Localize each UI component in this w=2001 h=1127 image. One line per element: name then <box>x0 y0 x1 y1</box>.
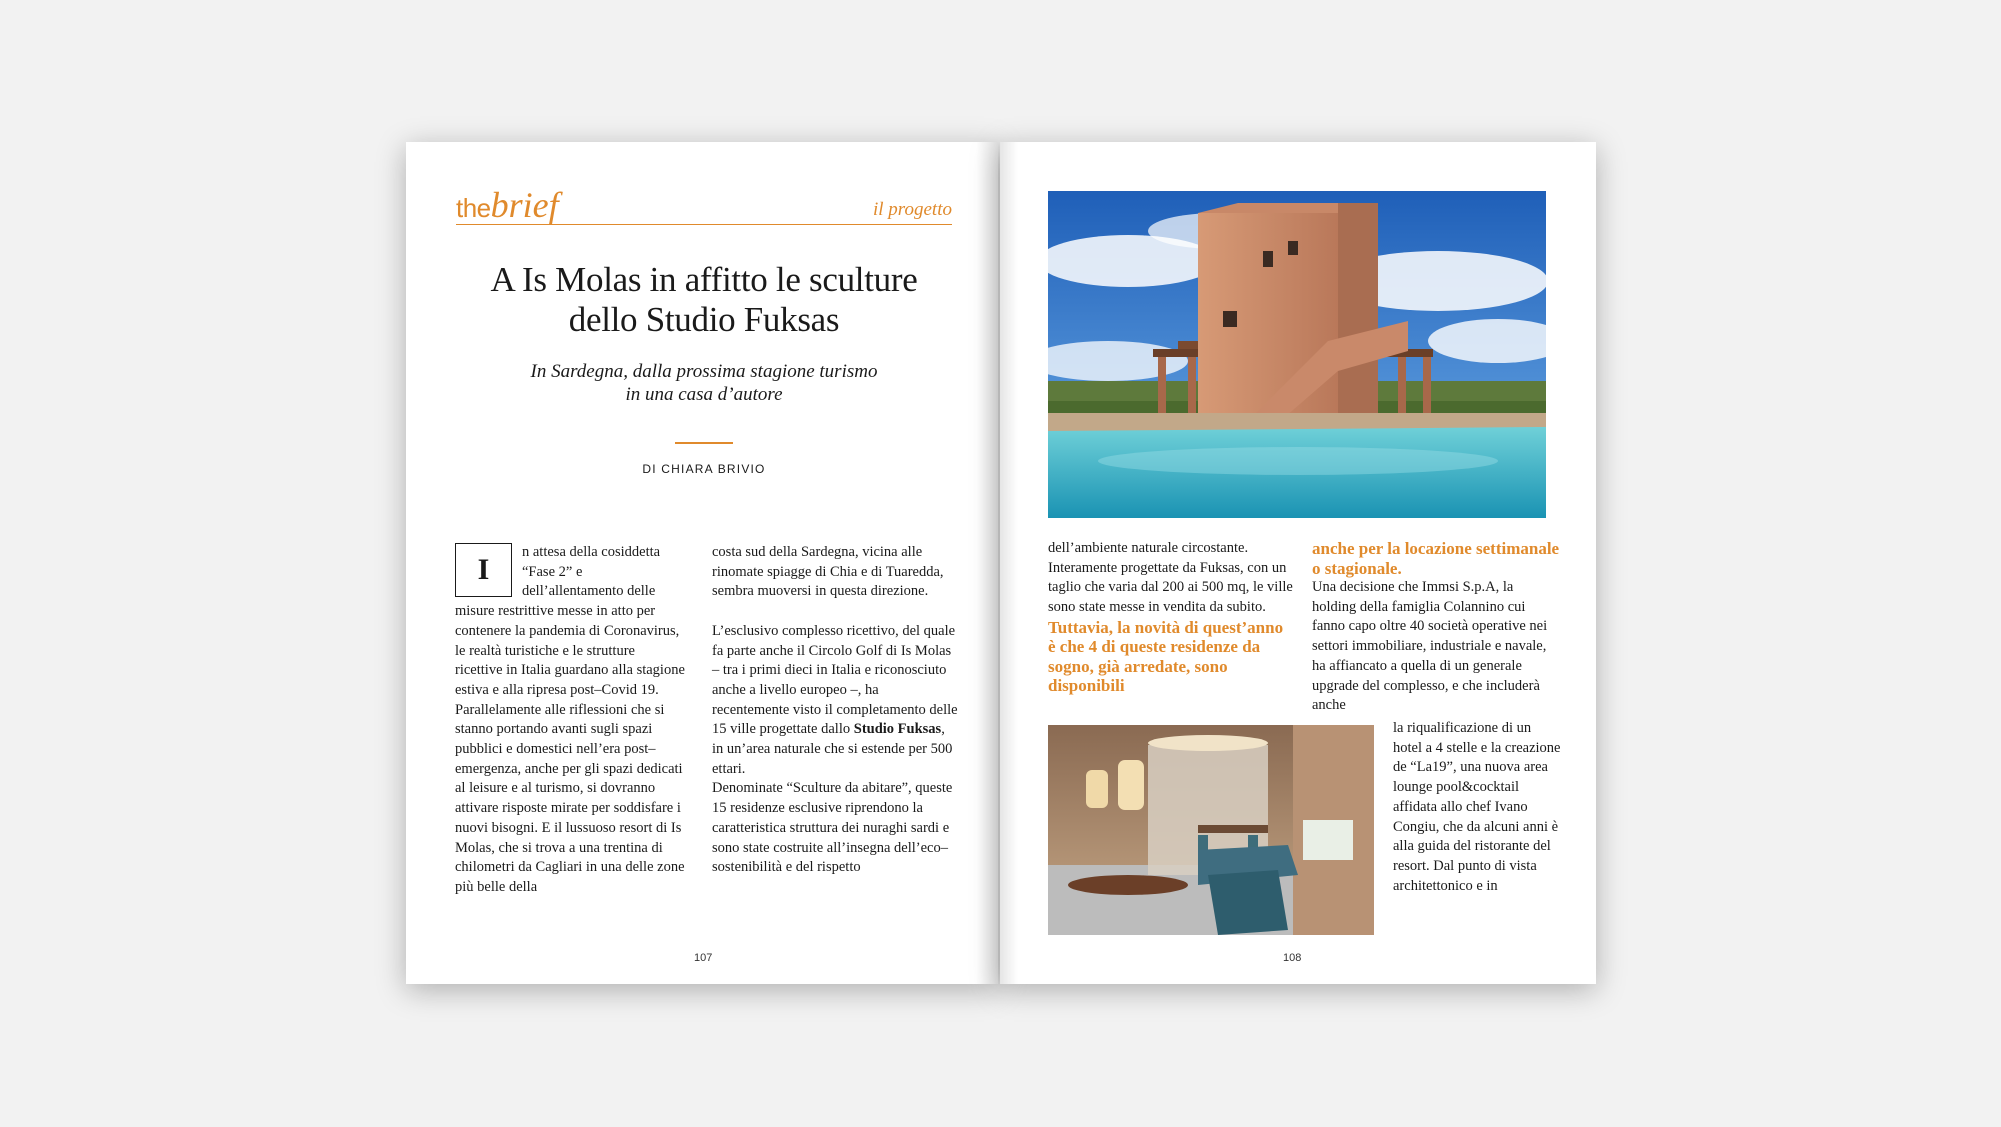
article-subtitle <box>476 360 932 406</box>
drop-cap: I <box>455 543 512 597</box>
right-paragraph-3: la riqualificazione di un hotel a 4 stelle e la creazione de “La19”, una nuova area lounge pool&cocktail affidata allo chef Ivano Congiu, che da alcuni anni è alla guida del ristorante del resort. Dal punto di vista architettonico e in <box>1393 720 1561 894</box>
subtitle-line-1: In Sardegna, dalla prossima stagione turismo <box>530 361 878 382</box>
subtitle-line-2: in una casa d’autore <box>625 384 783 405</box>
title-divider <box>675 442 733 444</box>
article-title <box>456 260 952 340</box>
villa-exterior-photo <box>1048 191 1546 518</box>
pull-quote-part-2: anche per la locazione settimanale o stagionale. <box>1312 539 1560 578</box>
body-column-2 <box>712 543 958 878</box>
byline: DI CHIARA BRIVIO <box>642 462 766 476</box>
section-label: il progetto <box>873 199 952 220</box>
paragraph-1: costa sud della Sardegna, vicina alle rinomate spiagge di Chia e di Tuaredda, sembra muoversi in questa direzione. <box>712 544 944 600</box>
brand-the: the <box>456 193 491 223</box>
left-page <box>406 142 998 984</box>
studio-fuksas-bold: Studio Fuksas <box>853 721 942 738</box>
gutter-shadow <box>1000 142 1018 984</box>
right-column-2 <box>1312 539 1560 716</box>
column-1-text: n attesa della cosiddetta “Fase 2” e dell’allentamento delle misure restrittive messe in atto per contenere la pandemia di Coronavirus, le realtà turistiche e le strutture ricettive in Italia guardano alla stagione estiva e alla ripresa post–Covid 19. Parallelamente alle riflessioni che si stanno portando avanti sugli spazi pubblici e domestici nell’era post–emergenza, anche per gli spazi dedicati al leisure e al turismo, si dovranno attivare risposte mirate per soddisfare i nuovi bisogni. E il lussuoso resort di Is Molas, che si trova a una trentina di chilometri da Cagliari in una delle zone più belle della <box>455 544 685 895</box>
body-column-1 <box>455 543 685 898</box>
paragraph-3: Denominate “Sculture da abitare”, queste 15 residenze esclusive riprendono la caratteristica struttura dei nuraghi sardi e sono state costruite all’insegna dell’eco–sostenibilità e del rispetto <box>712 780 953 876</box>
villa-interior-photo <box>1048 725 1374 935</box>
right-page <box>1000 142 1596 984</box>
page-number-right: 108 <box>1283 952 1302 964</box>
gutter-shadow <box>976 142 998 984</box>
right-paragraph-2: Una decisione che Immsi S.p.A, la holding della famiglia Colannino cui fanno capo oltre 40 società operative nei settori immobiliare, industriale e navale, ha affiancato a quella di un generale upgrade del complesso, e che includerà anche <box>1312 579 1548 714</box>
paragraph-2: L’esclusivo complesso ricettivo, del quale fa parte anche il Circolo Golf di Is Molas – tra i primi dieci in Italia e riconosciuto anche a livello europeo –, ha recentemente visto il completamento delle 15 ville progettate dallo Studio Fuksas, in un’area naturale che si estende per 500 ettari. <box>712 622 958 777</box>
title-line-1: A Is Molas in affitto le sculture <box>490 260 918 299</box>
pull-quote-part-1: Tuttavia, la novità di quest’anno è che 4 di queste residenze da sogno, già arredate, sono disponibili <box>1048 617 1284 696</box>
right-column-3 <box>1393 719 1563 896</box>
right-paragraph-1: dell’ambiente naturale circostante. Interamente progettate da Fuksas, con un taglio che varia dal 200 ai 500 mq, le ville sono state messe in vendita da subito. <box>1048 540 1293 616</box>
page-number-left: 107 <box>694 952 713 964</box>
brand-logo <box>456 184 559 226</box>
page-header <box>456 187 952 225</box>
magazine-spread <box>406 142 1596 984</box>
title-line-2: dello Studio Fuksas <box>568 300 840 339</box>
brand-brief: brief <box>490 185 559 225</box>
right-column-1 <box>1048 539 1294 696</box>
